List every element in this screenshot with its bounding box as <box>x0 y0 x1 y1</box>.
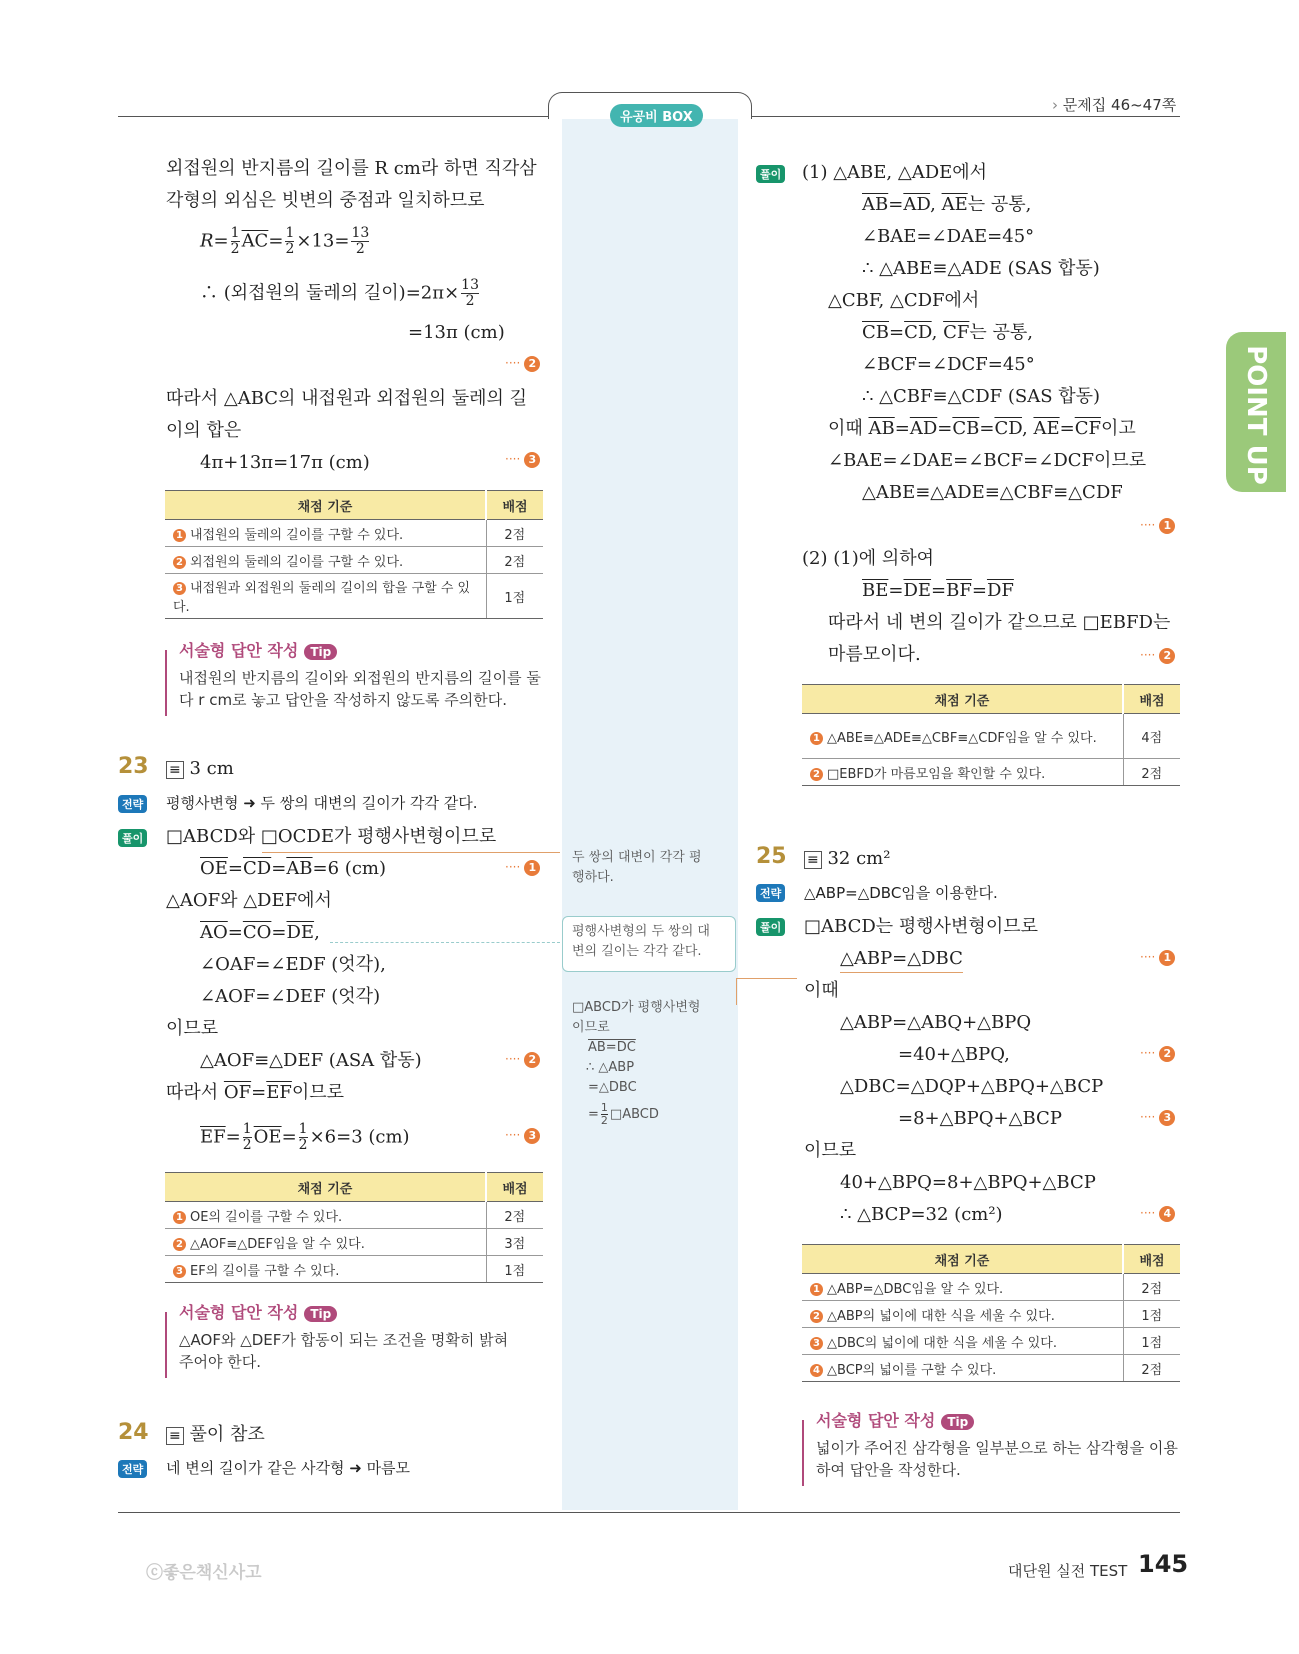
q23-line-4: $\overline{AO}=\overline{CO}=\overline{DE}$, <box>200 922 320 943</box>
radius-equation: R= $\frac{1}{2}$ $\overline{AC}=$ $\frac{1}{2}$ ×13= $\frac{13}{2}$ <box>200 225 370 257</box>
scoring-table-23: 채점 기준 배점 1 OE의 길이를 구할 수 있다. 2점 2 △AOF≡△DEF임을 알 수 있다. 3점 3 EF의 길이를 구할 수 있다. 1점 <box>165 1172 543 1283</box>
table-row: 3 내접원과 외접원의 둘레의 길이의 합을 구할 수 있다. <box>165 574 486 619</box>
q25-line-6: △DBC=△DQP+△BPQ+△BCP <box>840 1076 1104 1097</box>
solution-tag: 풀이 <box>118 829 147 847</box>
r-line-9: 이때 $\overline{AB}=\overline{AD}=\overline{CB}=\overline{CD}$, $\overline{AE}=\overline{CF}$이고 <box>828 418 1136 439</box>
q23-line-6: ∠AOF=∠DEF (엇각) <box>200 986 381 1007</box>
strategy-23: 평행사변형 ➜ 두 쌍의 대변의 길이가 각각 같다. <box>166 794 478 812</box>
answer-23: ≡ 3 cm <box>166 756 234 783</box>
connector-line-1 <box>262 852 560 853</box>
q25-line-2: △ABP=△DBC <box>840 946 963 973</box>
scoring-table-24: 채점 기준 배점 1 △ABE≡△ADE≡△CBF≡△CDF임을 알 수 있다. 4점 2 □EBFD가 마름모임을 확인할 수 있다. 2점 <box>802 684 1180 786</box>
r-line-14: 따라서 네 변의 길이가 같으므로 □EBFD는 <box>828 612 1171 633</box>
r-line-11: △ABE≡△ADE≡△CBF≡△CDF <box>862 482 1123 503</box>
tip-box-22: 서술형 답안 작성 Tip 내접원의 반지름의 길이와 외접원의 반지름의 길이를 둘 다 r cm로 놓고 답안을 작성하지 않도록 주의한다. <box>165 650 559 716</box>
q23-line-8: △AOF≡△DEF (ASA 합동) <box>200 1050 422 1071</box>
intro-line-2: 각형의 외심은 빗변의 중점과 일치하므로 <box>166 190 485 211</box>
r-line-4: ∴ △ABE≡△ADE (SAS 합동) <box>862 258 1100 279</box>
table-row: 4 △BCP의 넓이를 구할 수 있다. <box>802 1355 1123 1382</box>
r-line-13: $\overline{BE}=\overline{DE}=\overline{BF}=\overline{DF}$ <box>862 580 1014 601</box>
r-line-5: △CBF, △CDF에서 <box>828 290 980 311</box>
q23-line-10: $\overline{EF}=$ $\frac{1}{2}$ $\overline{OE}=$ $\frac{1}{2}$ ×6=3 (cm) <box>200 1121 410 1153</box>
then-line-2: 이의 합은 <box>166 420 242 441</box>
answer-icon: ≡ <box>166 761 184 779</box>
q25-line-5: =40+△BPQ, <box>898 1044 1010 1065</box>
tip-box-25: 서술형 답안 작성 Tip 넓이가 주어진 삼각형을 일부분으로 하는 삼각형을 이용 하여 답안을 작성한다. <box>802 1420 1196 1486</box>
table-row: 2 외접원의 둘레의 길이를 구할 수 있다. <box>165 547 486 574</box>
strategy-24: 네 변의 길이가 같은 사각형 ➜ 마름모 <box>166 1459 411 1477</box>
page-ref: › 문제집 46~47쪽 <box>1052 96 1177 114</box>
q23-line-7: 이므로 <box>166 1018 219 1039</box>
answer-icon: ≡ <box>804 851 822 869</box>
note-1: 두 쌍의 대변이 각각 평 행하다. <box>572 850 702 885</box>
strategy-tag: 전략 <box>756 884 785 902</box>
intro-line-1: 외접원의 반지름의 길이를 R cm라 하면 직각삼 <box>166 158 537 179</box>
step-marker-2: ···· 2 <box>505 1052 540 1068</box>
scoring-table-22: 채점 기준 배점 1 내접원의 둘레의 길이를 구할 수 있다. 2점 2 외접원의 둘레의 길이를 구할 수 있다. 2점 3 내접원과 외접원의 둘레의 길이의 합을 구할 수 있다. 1점 <box>165 490 543 619</box>
question-number-24: 24 <box>118 1420 149 1445</box>
chevron-right-icon: › <box>1052 96 1058 114</box>
step-marker-1: ···· 1 <box>1140 518 1175 534</box>
step-marker-2: ···· 2 <box>1140 1046 1175 1062</box>
table-row: 1 △ABP=△DBC임을 알 수 있다. <box>802 1274 1123 1301</box>
q25-line-3: 이때 <box>804 980 839 1001</box>
step-marker-1: ···· 1 <box>505 860 540 876</box>
step-marker-3: ···· 3 <box>1140 1110 1175 1126</box>
q25-line-9: 40+△BPQ=8+△BPQ+△BCP <box>840 1172 1096 1193</box>
publisher-logo: ⓒ좋은책신사고 <box>146 1563 262 1583</box>
strategy-tag: 전략 <box>118 1460 147 1478</box>
q25-line-8: 이므로 <box>804 1140 857 1161</box>
circumference-line-1: ∴ (외접원의 둘레의 길이)=2π× $\frac{13}{2}$ <box>200 277 479 309</box>
q25-line-4: △ABP=△ABQ+△BPQ <box>840 1012 1032 1033</box>
answer-icon: ≡ <box>166 1427 184 1445</box>
q23-line-2: $\overline{OE}=\overline{CD}=\overline{AB}=6$ (cm) <box>200 858 386 879</box>
footer-line <box>118 1512 1180 1513</box>
note-2: 평행사변형의 두 쌍의 대 변의 길이는 각각 같다. <box>572 924 710 959</box>
table-row: 3 △DBC의 넓이에 대한 식을 세울 수 있다. <box>802 1328 1123 1355</box>
page-number: 145 <box>1138 1550 1189 1578</box>
table-row: 1 △ABE≡△ADE≡△CBF≡△CDF임을 알 수 있다. <box>802 714 1123 759</box>
strategy-tag: 전략 <box>118 795 147 813</box>
then-line-1: 따라서 △ABC의 내접원과 외접원의 둘레의 길 <box>166 388 527 409</box>
solution-tag: 풀이 <box>756 165 785 183</box>
r-line-2: $\overline{AB}=\overline{AD}$, $\overline{AE}$는 공통, <box>862 194 1032 215</box>
point-up-label: POINT UP <box>1241 345 1271 485</box>
table-row: 2 □EBFD가 마름모임을 확인할 수 있다. <box>802 759 1123 786</box>
r-line-12: (2) (1)에 의하여 <box>802 548 934 569</box>
step-marker-3: ···· 3 <box>505 452 540 468</box>
connector-line-2 <box>330 942 560 943</box>
circumference-line-2: =13π (cm) <box>408 322 505 343</box>
q23-line-5: ∠OAF=∠EDF (엇각), <box>200 954 386 975</box>
r-line-10: ∠BAE=∠DAE=∠BCF=∠DCF이므로 <box>828 450 1147 471</box>
scoring-table-25: 채점 기준 배점 1 △ABP=△DBC임을 알 수 있다. 2점 2 △ABP의 넓이에 대한 식을 세울 수 있다. 1점 3 △DBC의 넓이에 대한 식을 세울 수 있다. 1점 4 △BCP의 넓이를 구할 수 있다. 2점 <box>802 1244 1180 1382</box>
connector-line-3 <box>736 978 797 1005</box>
r-line-15: 마름모이다. <box>828 644 921 665</box>
answer-24: ≡ 풀이 참조 <box>166 1422 265 1449</box>
step-marker-3: ···· 3 <box>505 1128 540 1144</box>
table-row: 1 OE의 길이를 구할 수 있다. <box>165 1202 486 1229</box>
r-line-3: ∠BAE=∠DAE=45° <box>862 226 1035 247</box>
r-line-1: (1) △ABE, △ADE에서 <box>802 162 988 183</box>
q23-line-3: △AOF와 △DEF에서 <box>166 890 332 911</box>
sum-equation: 4π+13π=17π (cm) <box>200 452 370 473</box>
q23-line-1: □ABCD와 □OCDE가 평행사변형이므로 <box>166 826 497 847</box>
box-label: 유공비 BOX <box>610 104 703 127</box>
table-row: 2 △AOF≡△DEF임을 알 수 있다. <box>165 1229 486 1256</box>
solution-tag: 풀이 <box>756 918 785 936</box>
table-row: 2 △ABP의 넓이에 대한 식을 세울 수 있다. <box>802 1301 1123 1328</box>
q25-line-1: □ABCD는 평행사변형이므로 <box>804 916 1038 937</box>
step-marker-1: ···· 1 <box>1140 950 1175 966</box>
question-number-23: 23 <box>118 754 149 779</box>
question-number-25: 25 <box>756 844 787 869</box>
r-line-8: ∴ △CBF≡△CDF (SAS 합동) <box>862 386 1101 407</box>
answer-25: ≡ 32 cm² <box>804 846 890 873</box>
q25-line-10: ∴ △BCP=32 (cm²) <box>840 1204 1003 1225</box>
note-3: □ABCD가 평행사변형 이므로 AB=DC ∴ △ABP =△DBC = $\frac{1}{2}$ □ABCD <box>572 1000 701 1127</box>
middle-strip <box>562 108 738 1510</box>
step-marker-4: ···· 4 <box>1140 1206 1175 1222</box>
r-line-6: $\overline{CB}=\overline{CD}$, $\overline{CF}$는 공통, <box>862 322 1033 343</box>
table-row: 3 EF의 길이를 구할 수 있다. <box>165 1256 486 1283</box>
q23-line-9: 따라서 $\overline{OF}=\overline{EF}$이므로 <box>166 1082 345 1103</box>
step-marker-2: ···· 2 <box>505 356 540 372</box>
strategy-25: △ABP=△DBC임을 이용한다. <box>804 884 998 902</box>
footer-section: 대단원 실전 TEST <box>1008 1562 1128 1580</box>
step-marker-2: ···· 2 <box>1140 648 1175 664</box>
tip-box-23: 서술형 답안 작성 Tip △AOF와 △DEF가 합동이 되는 조건을 명확히 밝혀 주어야 한다. <box>165 1312 559 1378</box>
r-line-7: ∠BCF=∠DCF=45° <box>862 354 1035 375</box>
table-row: 1 내접원의 둘레의 길이를 구할 수 있다. <box>165 520 486 547</box>
q25-line-7: =8+△BPQ+△BCP <box>898 1108 1062 1129</box>
